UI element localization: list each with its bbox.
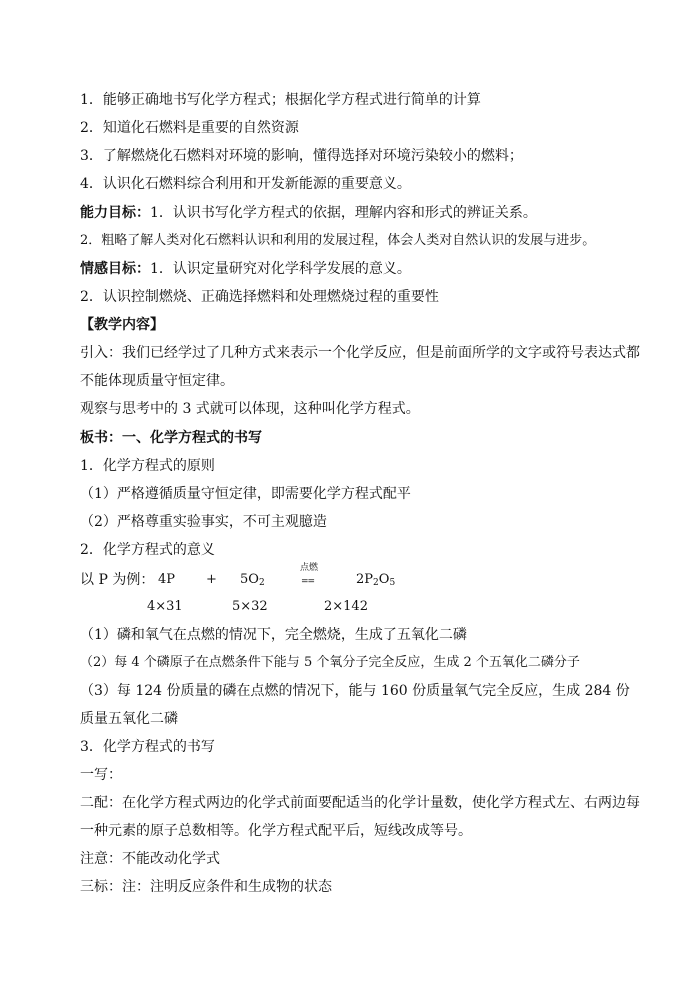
note-line: 注意：不能改动化学式: [80, 851, 220, 867]
principle-heading: 1．化学方程式的原则: [80, 458, 215, 474]
observe-paragraph: 观察与思考中的 3 式就可以体现，这种叫化学方程式。: [80, 401, 420, 417]
intro-paragraph: 引入：我们已经学过了几种方式来表示一个化学反应，但是前面所学的文字或符号表达式都不能体现质量守恒定律。: [80, 345, 640, 389]
board-heading: 板书：一、化学方程式的书写: [80, 430, 262, 446]
eq-reactant-p: 4P: [158, 572, 176, 587]
emotion-goal-label: 情感目标：: [80, 261, 150, 277]
meaning-2: （2）每 4 个磷原子在点燃条件下能与 5 个氧分子完全反应，生成 2 个五氧化二磷分子: [80, 655, 580, 670]
emotion-goal-1-line: [80, 255, 640, 283]
eq-mass-p: 4×31: [147, 599, 183, 614]
ability-goal-1: 1．认识书写化学方程式的依据，理解内容和形式的辨证关系。: [150, 205, 537, 221]
meaning-heading: 2．化学方程式的意义: [80, 542, 215, 558]
emotion-goal-2: 2．认识控制燃烧、正确选择燃料和处理燃烧过程的重要性: [80, 289, 439, 305]
step-write: 一写：: [80, 767, 122, 783]
step-label: 三标：注：注明反应条件和生成物的状态: [80, 879, 332, 895]
emotion-goal-1: 1．认识定量研究对化学科学发展的意义。: [150, 261, 411, 277]
writing-heading: 3．化学方程式的书写: [80, 739, 215, 755]
principle-1: （1）严格遵循质量守恒定律，即需要化学方程式配平: [80, 486, 411, 502]
teaching-content-heading: 【教学内容】: [80, 317, 164, 333]
eq-equals-sign: ==: [301, 577, 315, 587]
meaning-1: （1）磷和氧气在点燃的情况下，完全燃烧，生成了五氧化二磷: [80, 627, 467, 643]
meaning-3: （3）每 124 份质量的磷在点燃的情况下，能与 160 份质量氧气完全反应，生成 284 份质量五氧化二磷: [80, 683, 630, 727]
principle-2: （2）严格尊重实验事实，不可主观臆造: [80, 514, 327, 530]
eq-mass-product: 2×142: [324, 599, 368, 614]
ability-goal-2: 2．粗略了解人类对化石燃料认识和利用的发展过程，体会人类对自然认识的发展与进步。: [80, 233, 596, 248]
knowledge-goal-3: 3．了解燃烧化石燃料对环境的影响，懂得选择对环境污染较小的燃料；: [80, 148, 523, 164]
step-balance: 二配：在化学方程式两边的化学式前面要配适当的化学计量数，使化学方程式左、右两边每一种元素的原子总数相等。化学方程式配平后，短线改成等号。: [80, 795, 640, 839]
eq-reactant-o2: $5O_2$: [240, 572, 265, 588]
knowledge-goal-4: 4．认识化石燃料综合利用和开发新能源的重要意义。: [80, 176, 411, 192]
eq-plus: +: [206, 572, 217, 587]
knowledge-goal-2: 2．知道化石燃料是重要的自然资源: [80, 120, 299, 136]
example-prefix: 以 P 为例：: [80, 572, 155, 588]
ability-goal-1-line: [80, 199, 640, 227]
eq-condition: 点燃: [300, 563, 319, 573]
ability-goal-label: 能力目标：: [80, 205, 150, 221]
eq-product: $2P_2O_5$: [356, 572, 396, 588]
knowledge-goal-1: 1．能够正确地书写化学方程式；根据化学方程式进行简单的计算: [80, 92, 481, 108]
eq-mass-o2: 5×32: [232, 599, 268, 614]
